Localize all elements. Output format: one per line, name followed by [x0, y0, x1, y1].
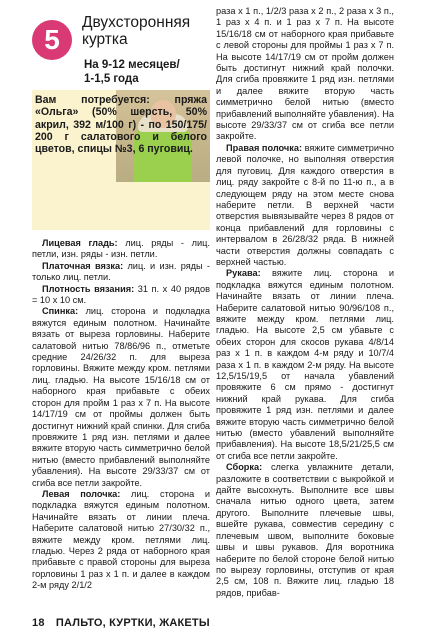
- sizes-line-2: 1-1,5 года: [84, 73, 139, 85]
- right-column: [216, 6, 394, 599]
- pattern-header: [32, 0, 210, 90]
- page-number: 18: [32, 617, 45, 629]
- assembly-section: [216, 462, 394, 599]
- garter-label: Платочная вязка:: [42, 260, 124, 271]
- materials-label: Вам потребуется:: [35, 94, 150, 106]
- section-title: ПАЛЬТО, КУРТКИ, ЖАКЕТЫ: [55, 617, 210, 629]
- back-text: лиц. сторона и подкладка вяжутся единым полотном. Начинайте вязать от выреза горловины. Наберите салатовой нитью 78/86/96 п., отметьте средние 24/26/32 п. для выреза горловины. Вяжите между кром. петлями лиц. гладью. На высоте 15/16/18 см от наборного края прибавьте с обеих сторон для пройм 1 раз х 7 п. На высоте 14/17/19 см от проймы должен быть достигнут нижний край спинки. Для сгиба провяжите 1 ряд изн. петлями и далее вяжите вторую часть симметрично белой нитью (вместо прибавлений выполняйте убавления). На высоте 29/33/37 см от сгиба все петли закройте.: [32, 306, 210, 488]
- right-front-section: [216, 143, 394, 268]
- sleeves-section: [216, 268, 394, 462]
- right-front-label: Правая полочка:: [226, 142, 303, 153]
- materials-body: пряжа «Ольга» (50% шерсть, 50% акрил, 392 м/100 г) - по 150/175/ 200 г салатового и белого цветов, спицы №3, 6 пуговиц.: [35, 94, 207, 156]
- assembly-label: Сборка:: [226, 462, 263, 473]
- left-front-section: [32, 489, 210, 592]
- pattern-number-badge: 5: [32, 20, 72, 60]
- back-section: [32, 306, 210, 489]
- sleeves-label: Рукава:: [226, 268, 261, 279]
- left-front-text: лиц. сторона и подкладка вяжутся единым полотном. Начинайте вязать от линии плеча. Наберите салатовой нитью 27/30/32 п., вяжите между кром. петлями лиц. гладью. Через 2 ряда от наборного края прибавьте с правой стороны для выреза горловины 1 раз х 1 п. и далее в каждом 2-м ряду 2/1/2: [32, 488, 210, 591]
- pattern-sizes: [84, 58, 180, 86]
- materials-text: [35, 94, 207, 155]
- left-front-continued: раза х 1 п., 1/2/3 раза х 2 п., 2 раза х 3 п., 1 раз х 4 п. и 1 раз х 7 п. На высоте 15/16/18 см от наборного края прибавьте с левой стороны для проймы 1 раз х 7 п. На высоте 14/17/19 см от пройм должен быть достигнут нижний край полочки. Для сгиба провяжите 1 ряд изн. петлями и далее вяжите вторую часть симметрично белой нитью (вместо прибавлений выполняйте убавления). На высоте 29/33/37 см от сгиба все петли закройте.: [216, 6, 394, 142]
- sizes-line-1: На 9-12 месяцев/: [84, 59, 180, 71]
- stockinette-label: Лицевая гладь:: [42, 238, 118, 248]
- stitch-garter: [32, 261, 210, 284]
- gauge-label: Плотность вязания:: [42, 283, 135, 294]
- title-line-1: Двухсторонняя: [82, 14, 191, 31]
- pattern-title: [82, 14, 190, 48]
- right-front-text: вяжите симметрично левой полочке, но выполняя отверстия для пуговиц. Для каждого отверстия в лиц. ряду закройте с 8-й по 11-ю п., а в следующем ряду на этом месте снова наберите петли. В верхней части отверстия вывязывайте через 8 рядов от конца прибавлений для горловины с интервалом в 26/28/32 ряда. В нижней части отверстия должны совпадать с верхней частью.: [216, 142, 394, 267]
- left-column: [32, 0, 210, 592]
- left-front-label: Левая полочка:: [42, 488, 121, 499]
- gauge-text: 31 п. х 40 рядов = 10 х 10 см.: [32, 283, 210, 306]
- materials-section: [32, 90, 210, 238]
- stockinette-text: лиц. ряды - лиц. петли, изн. ряды - изн. петли.: [32, 238, 210, 260]
- sleeves-text: вяжите лиц. сторона и подкладка вяжутся единым полотном. Начинайте вязать от линии плеча. Наберите салатовой нитью 90/96/108 п., вяжите между кром. петлями лиц. гладью. На высоте 2,5 см убавьте с обеих сторон для скосов рукава 4/8/14 раз х 1 п. в каждом 4-м ряду и 10/7/4 раза х 1 п. в каждом 2-м ряду. На высоте 12,5/15/19,5 от начала убавлений провяжите 6 см прямо - достигнут нижний край рукава. Для сгиба провяжите 1 ряд изн. петлями и далее вяжите вторую часть симметрично белой нитью (вместо убавлений выполняйте прибавления). На высоте 18,5/21/25,5 см от сгиба все петли закройте.: [216, 268, 394, 461]
- back-label: Спинка:: [42, 306, 79, 317]
- page-footer: [32, 617, 210, 629]
- assembly-text: слегка увлажните детали, разложите в соответствии с выкройкой и дайте высохнуть. Выполните все швы сначала нитью одного цвета, затем другого. Выполните плечевые швы, вшейте рукава, совместив середину с плечевым швом, выполните боковые швы и швы рукавов. Для воротника наберите по белой стороне белой нитью по вырезу горловины, отступив от края 2,5 см, 108 п. Вяжите лиц. гладью 18 рядов, прибав-: [216, 462, 394, 598]
- gauge: [32, 284, 210, 307]
- stitch-stockinette: [32, 238, 210, 261]
- title-line-2: куртка: [82, 31, 128, 48]
- garter-text: лиц. и изн. ряды - только лиц. петли.: [32, 260, 210, 283]
